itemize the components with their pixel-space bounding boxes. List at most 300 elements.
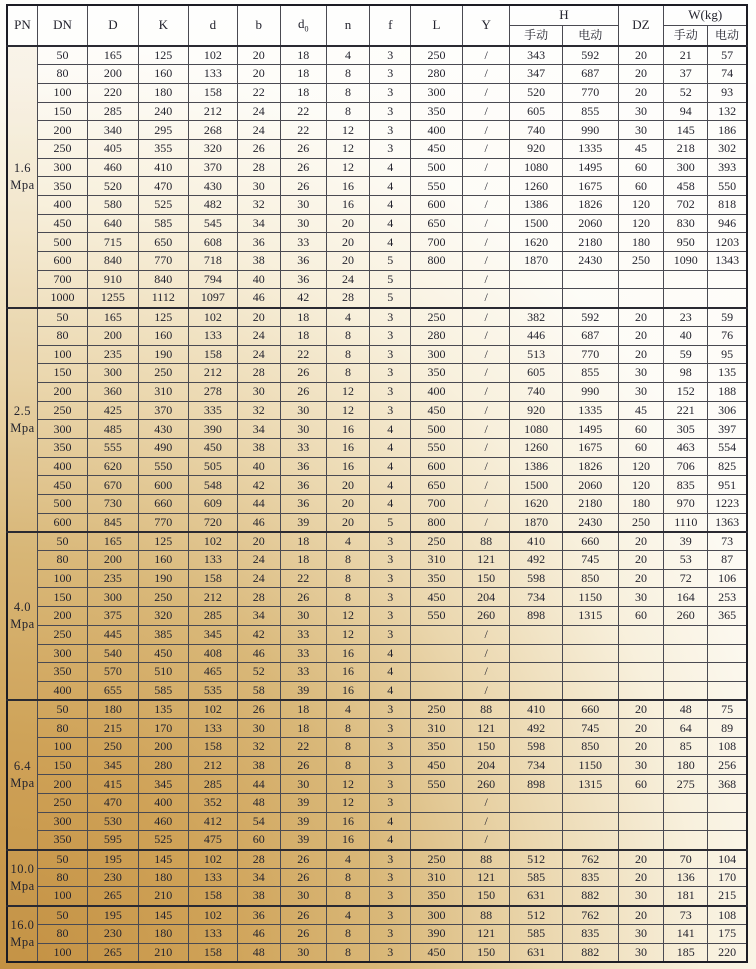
cell-W_manual: 702 [664, 196, 708, 215]
cell-DZ: 60 [618, 775, 664, 794]
cell-D: 845 [88, 513, 138, 532]
cell-H_manual: 920 [510, 139, 563, 158]
cell-dn: 500 [37, 495, 87, 514]
cell-DZ: 20 [618, 868, 664, 887]
cell-W_manual: 53 [664, 551, 708, 570]
cell-L: 600 [411, 196, 463, 215]
cell-d0: 30 [280, 887, 326, 906]
cell-DZ: 45 [618, 139, 664, 158]
cell-L: 450 [411, 401, 463, 420]
cell-dn: 400 [37, 681, 87, 700]
cell-W_electric: 365 [708, 607, 747, 626]
cell-DZ: 20 [618, 65, 664, 84]
cell-b: 28 [237, 588, 280, 607]
table-row [7, 457, 747, 476]
cell-W_manual: 1090 [664, 252, 708, 271]
table-row [7, 177, 747, 196]
cell-f: 3 [370, 139, 411, 158]
cell-d: 505 [188, 457, 237, 476]
cell-b: 38 [237, 252, 280, 271]
cell-DZ: 60 [618, 177, 664, 196]
table-row [7, 569, 747, 588]
cell-K: 385 [138, 625, 188, 644]
cell-K: 410 [138, 158, 188, 177]
cell-L: 350 [411, 569, 463, 588]
cell-W_manual: 39 [664, 532, 708, 551]
cell-H_electric: 990 [562, 382, 618, 401]
cell-W_electric [708, 270, 747, 289]
cell-n: 16 [326, 831, 370, 850]
cell-d0: 30 [280, 196, 326, 215]
cell-D: 200 [88, 65, 138, 84]
cell-D: 1255 [88, 289, 138, 308]
table-row [7, 737, 747, 756]
cell-b: 58 [237, 681, 280, 700]
table-row [7, 607, 747, 626]
cell-Y: / [462, 345, 509, 364]
cell-K: 355 [138, 139, 188, 158]
cell-Y: 121 [462, 551, 509, 570]
cell-W_manual: 185 [664, 943, 708, 962]
cell-dn: 50 [37, 906, 87, 925]
cell-W_manual [664, 663, 708, 682]
cell-K: 170 [138, 719, 188, 738]
cell-W_manual: 72 [664, 569, 708, 588]
cell-W_electric: 170 [708, 868, 747, 887]
cell-Y: / [462, 139, 509, 158]
table-row [7, 663, 747, 682]
cell-L: 700 [411, 495, 463, 514]
table-row [7, 420, 747, 439]
cell-d: 450 [188, 438, 237, 457]
cell-d0: 26 [280, 906, 326, 925]
cell-b: 40 [237, 457, 280, 476]
cell-K: 450 [138, 644, 188, 663]
cell-W_manual [664, 794, 708, 813]
cell-L: 310 [411, 868, 463, 887]
cell-W_electric: 188 [708, 382, 747, 401]
cell-n: 4 [326, 700, 370, 719]
cell-Y: / [462, 308, 509, 327]
cell-H_manual: 1080 [510, 420, 563, 439]
cell-H_manual: 605 [510, 102, 563, 121]
cell-b: 34 [237, 868, 280, 887]
col-header-f: f [370, 5, 411, 46]
cell-d0: 18 [280, 65, 326, 84]
cell-D: 285 [88, 102, 138, 121]
cell-f: 3 [370, 121, 411, 140]
cell-DZ: 20 [618, 737, 664, 756]
cell-f: 3 [370, 719, 411, 738]
cell-b: 42 [237, 625, 280, 644]
cell-L: 550 [411, 438, 463, 457]
cell-W_manual: 70 [664, 850, 708, 869]
cell-d0: 18 [280, 326, 326, 345]
cell-f: 4 [370, 420, 411, 439]
cell-D: 265 [88, 943, 138, 962]
cell-L: 250 [411, 532, 463, 551]
cell-b: 28 [237, 364, 280, 383]
table-row [7, 364, 747, 383]
cell-L: 550 [411, 775, 463, 794]
cell-n: 16 [326, 420, 370, 439]
cell-K: 180 [138, 83, 188, 102]
cell-H_electric: 1335 [562, 139, 618, 158]
cell-W_electric: 946 [708, 214, 747, 233]
cell-d0: 36 [280, 252, 326, 271]
col-header-W-group: W(kg) [664, 5, 747, 26]
cell-W_electric: 253 [708, 588, 747, 607]
cell-f: 3 [370, 401, 411, 420]
cell-Y: / [462, 438, 509, 457]
cell-d: 285 [188, 775, 237, 794]
cell-W_manual [664, 270, 708, 289]
cell-n: 12 [326, 625, 370, 644]
cell-Y: / [462, 420, 509, 439]
cell-K: 320 [138, 607, 188, 626]
cell-K: 470 [138, 177, 188, 196]
cell-dn: 250 [37, 139, 87, 158]
cell-H_electric: 2060 [562, 214, 618, 233]
cell-dn: 50 [37, 308, 87, 327]
cell-dn: 350 [37, 663, 87, 682]
pn-section-label: 1.6 Mpa [7, 46, 37, 308]
cell-f: 4 [370, 663, 411, 682]
table-row [7, 83, 747, 102]
cell-H_electric: 1150 [562, 588, 618, 607]
cell-H_electric: 745 [562, 719, 618, 738]
cell-L [411, 663, 463, 682]
cell-f: 3 [370, 868, 411, 887]
cell-H_electric: 882 [562, 943, 618, 962]
cell-Y: / [462, 625, 509, 644]
cell-d: 720 [188, 513, 237, 532]
cell-W_manual: 180 [664, 756, 708, 775]
cell-DZ [618, 289, 664, 308]
cell-d: 345 [188, 625, 237, 644]
cell-dn: 300 [37, 644, 87, 663]
cell-Y: / [462, 102, 509, 121]
cell-D: 195 [88, 850, 138, 869]
cell-D: 530 [88, 812, 138, 831]
cell-D: 910 [88, 270, 138, 289]
cell-DZ: 20 [618, 700, 664, 719]
cell-n: 24 [326, 270, 370, 289]
cell-W_electric [708, 644, 747, 663]
cell-H_electric [562, 289, 618, 308]
cell-n: 12 [326, 382, 370, 401]
cell-d0: 33 [280, 663, 326, 682]
col-header-W-manual: 手动 [664, 26, 708, 47]
cell-d0: 30 [280, 775, 326, 794]
cell-n: 8 [326, 868, 370, 887]
pn-section-label: 6.4 Mpa [7, 700, 37, 850]
cell-W_electric: 93 [708, 83, 747, 102]
cell-Y: 121 [462, 719, 509, 738]
cell-DZ: 20 [618, 83, 664, 102]
table-row [7, 906, 747, 925]
cell-W_manual: 98 [664, 364, 708, 383]
cell-n: 8 [326, 737, 370, 756]
cell-b: 22 [237, 83, 280, 102]
cell-b: 30 [237, 719, 280, 738]
cell-b: 26 [237, 700, 280, 719]
cell-dn: 80 [37, 65, 87, 84]
cell-n: 16 [326, 196, 370, 215]
table-row [7, 850, 747, 869]
cell-f: 3 [370, 65, 411, 84]
cell-H_manual: 598 [510, 737, 563, 756]
cell-b: 38 [237, 438, 280, 457]
cell-K: 160 [138, 326, 188, 345]
cell-DZ: 30 [618, 364, 664, 383]
cell-H_manual: 347 [510, 65, 563, 84]
pn-section-label: 16.0 Mpa [7, 906, 37, 962]
cell-L: 350 [411, 887, 463, 906]
cell-f: 3 [370, 364, 411, 383]
cell-W_electric: 818 [708, 196, 747, 215]
table-row [7, 644, 747, 663]
cell-d: 133 [188, 551, 237, 570]
cell-L: 800 [411, 513, 463, 532]
cell-Y: / [462, 663, 509, 682]
cell-d0: 26 [280, 850, 326, 869]
cell-D: 620 [88, 457, 138, 476]
cell-H_electric: 850 [562, 737, 618, 756]
cell-DZ: 250 [618, 513, 664, 532]
cell-n: 20 [326, 233, 370, 252]
cell-K: 125 [138, 308, 188, 327]
cell-b: 48 [237, 794, 280, 813]
cell-f: 4 [370, 495, 411, 514]
cell-H_manual [510, 270, 563, 289]
cell-D: 520 [88, 177, 138, 196]
cell-f: 3 [370, 943, 411, 962]
cell-d: 133 [188, 326, 237, 345]
cell-b: 46 [237, 924, 280, 943]
cell-n: 8 [326, 65, 370, 84]
cell-d: 158 [188, 345, 237, 364]
cell-H_manual: 1500 [510, 476, 563, 495]
cell-H_manual [510, 644, 563, 663]
table-row [7, 308, 747, 327]
cell-K: 145 [138, 850, 188, 869]
cell-b: 46 [237, 513, 280, 532]
cell-b: 44 [237, 495, 280, 514]
cell-W_electric: 1363 [708, 513, 747, 532]
cell-K: 430 [138, 420, 188, 439]
cell-DZ: 60 [618, 607, 664, 626]
cell-d: 278 [188, 382, 237, 401]
cell-d: 285 [188, 607, 237, 626]
cell-n: 16 [326, 663, 370, 682]
cell-f: 4 [370, 233, 411, 252]
cell-K: 840 [138, 270, 188, 289]
table-row [7, 438, 747, 457]
cell-DZ: 30 [618, 943, 664, 962]
cell-DZ: 20 [618, 551, 664, 570]
cell-d0: 18 [280, 719, 326, 738]
cell-dn: 100 [37, 943, 87, 962]
cell-L: 350 [411, 737, 463, 756]
cell-H_electric: 990 [562, 121, 618, 140]
table-header [7, 5, 747, 46]
cell-K: 280 [138, 756, 188, 775]
cell-DZ: 20 [618, 308, 664, 327]
cell-L [411, 289, 463, 308]
cell-H_manual: 598 [510, 569, 563, 588]
cell-H_manual: 920 [510, 401, 563, 420]
cell-d0: 26 [280, 364, 326, 383]
cell-d: 158 [188, 887, 237, 906]
table-row [7, 868, 747, 887]
cell-K: 1112 [138, 289, 188, 308]
cell-dn: 250 [37, 401, 87, 420]
cell-d: 465 [188, 663, 237, 682]
cell-D: 580 [88, 196, 138, 215]
cell-H_manual: 382 [510, 308, 563, 327]
cell-D: 730 [88, 495, 138, 514]
cell-D: 670 [88, 476, 138, 495]
cell-d: 158 [188, 943, 237, 962]
cell-d0: 36 [280, 495, 326, 514]
cell-H_electric: 745 [562, 551, 618, 570]
cell-H_manual: 740 [510, 121, 563, 140]
cell-n: 8 [326, 756, 370, 775]
cell-d: 609 [188, 495, 237, 514]
cell-H_electric: 592 [562, 308, 618, 327]
cell-W_electric: 89 [708, 719, 747, 738]
cell-b: 24 [237, 121, 280, 140]
cell-b: 24 [237, 326, 280, 345]
cell-D: 470 [88, 794, 138, 813]
cell-d0: 33 [280, 644, 326, 663]
cell-f: 3 [370, 46, 411, 65]
cell-d: 212 [188, 588, 237, 607]
cell-D: 230 [88, 924, 138, 943]
cell-d0: 22 [280, 121, 326, 140]
cell-f: 4 [370, 177, 411, 196]
cell-b: 52 [237, 663, 280, 682]
cell-L: 650 [411, 476, 463, 495]
cell-DZ: 20 [618, 46, 664, 65]
cell-L: 400 [411, 382, 463, 401]
cell-H_manual: 898 [510, 775, 563, 794]
cell-f: 3 [370, 850, 411, 869]
cell-f: 4 [370, 831, 411, 850]
cell-DZ: 120 [618, 476, 664, 495]
cell-W_manual: 94 [664, 102, 708, 121]
cell-DZ [618, 644, 664, 663]
cell-K: 310 [138, 382, 188, 401]
cell-DZ: 60 [618, 420, 664, 439]
table-row [7, 681, 747, 700]
cell-dn: 300 [37, 812, 87, 831]
cell-f: 3 [370, 588, 411, 607]
cell-H_electric: 1675 [562, 177, 618, 196]
cell-D: 220 [88, 83, 138, 102]
cell-Y: / [462, 196, 509, 215]
cell-W_manual: 145 [664, 121, 708, 140]
cell-d0: 33 [280, 438, 326, 457]
d0-subscript: 0 [304, 24, 309, 34]
cell-dn: 600 [37, 513, 87, 532]
cell-H_electric: 1150 [562, 756, 618, 775]
cell-f: 3 [370, 887, 411, 906]
cell-D: 300 [88, 364, 138, 383]
cell-Y: / [462, 121, 509, 140]
cell-b: 46 [237, 289, 280, 308]
cell-n: 20 [326, 513, 370, 532]
cell-d0: 26 [280, 924, 326, 943]
cell-n: 16 [326, 438, 370, 457]
cell-d: 133 [188, 719, 237, 738]
cell-K: 190 [138, 345, 188, 364]
cell-H_electric: 2180 [562, 495, 618, 514]
cell-D: 195 [88, 906, 138, 925]
cell-W_electric: 951 [708, 476, 747, 495]
cell-Y: 88 [462, 700, 509, 719]
cell-W_electric: 104 [708, 850, 747, 869]
cell-d0: 26 [280, 756, 326, 775]
cell-L: 550 [411, 607, 463, 626]
cell-d: 158 [188, 737, 237, 756]
cell-dn: 350 [37, 177, 87, 196]
cell-W_manual: 950 [664, 233, 708, 252]
cell-D: 445 [88, 625, 138, 644]
cell-W_electric: 57 [708, 46, 747, 65]
cell-Y: 88 [462, 532, 509, 551]
cell-dn: 80 [37, 924, 87, 943]
cell-Y: / [462, 270, 509, 289]
cell-W_manual: 300 [664, 158, 708, 177]
cell-Y: / [462, 177, 509, 196]
cell-K: 125 [138, 46, 188, 65]
cell-L [411, 270, 463, 289]
table-row [7, 887, 747, 906]
cell-W_manual [664, 681, 708, 700]
cell-Y: 88 [462, 906, 509, 925]
pn-section-label: 2.5 Mpa [7, 308, 37, 532]
cell-d0: 22 [280, 569, 326, 588]
cell-W_manual: 706 [664, 457, 708, 476]
cell-dn: 400 [37, 196, 87, 215]
cell-D: 840 [88, 252, 138, 271]
cell-d0: 26 [280, 139, 326, 158]
cell-b: 44 [237, 775, 280, 794]
cell-d0: 33 [280, 233, 326, 252]
cell-K: 460 [138, 812, 188, 831]
cell-W_electric: 106 [708, 569, 747, 588]
cell-W_manual [664, 831, 708, 850]
cell-DZ: 30 [618, 887, 664, 906]
cell-f: 4 [370, 644, 411, 663]
cell-K: 145 [138, 906, 188, 925]
cell-W_electric: 215 [708, 887, 747, 906]
cell-d: 545 [188, 214, 237, 233]
cell-n: 12 [326, 401, 370, 420]
cell-W_manual: 164 [664, 588, 708, 607]
cell-f: 4 [370, 158, 411, 177]
table-row [7, 794, 747, 813]
cell-W_electric: 87 [708, 551, 747, 570]
cell-Y: / [462, 457, 509, 476]
cell-DZ [618, 625, 664, 644]
cell-W_manual: 21 [664, 46, 708, 65]
cell-W_manual: 970 [664, 495, 708, 514]
cell-n: 8 [326, 102, 370, 121]
col-header-H-group: H [510, 5, 618, 26]
